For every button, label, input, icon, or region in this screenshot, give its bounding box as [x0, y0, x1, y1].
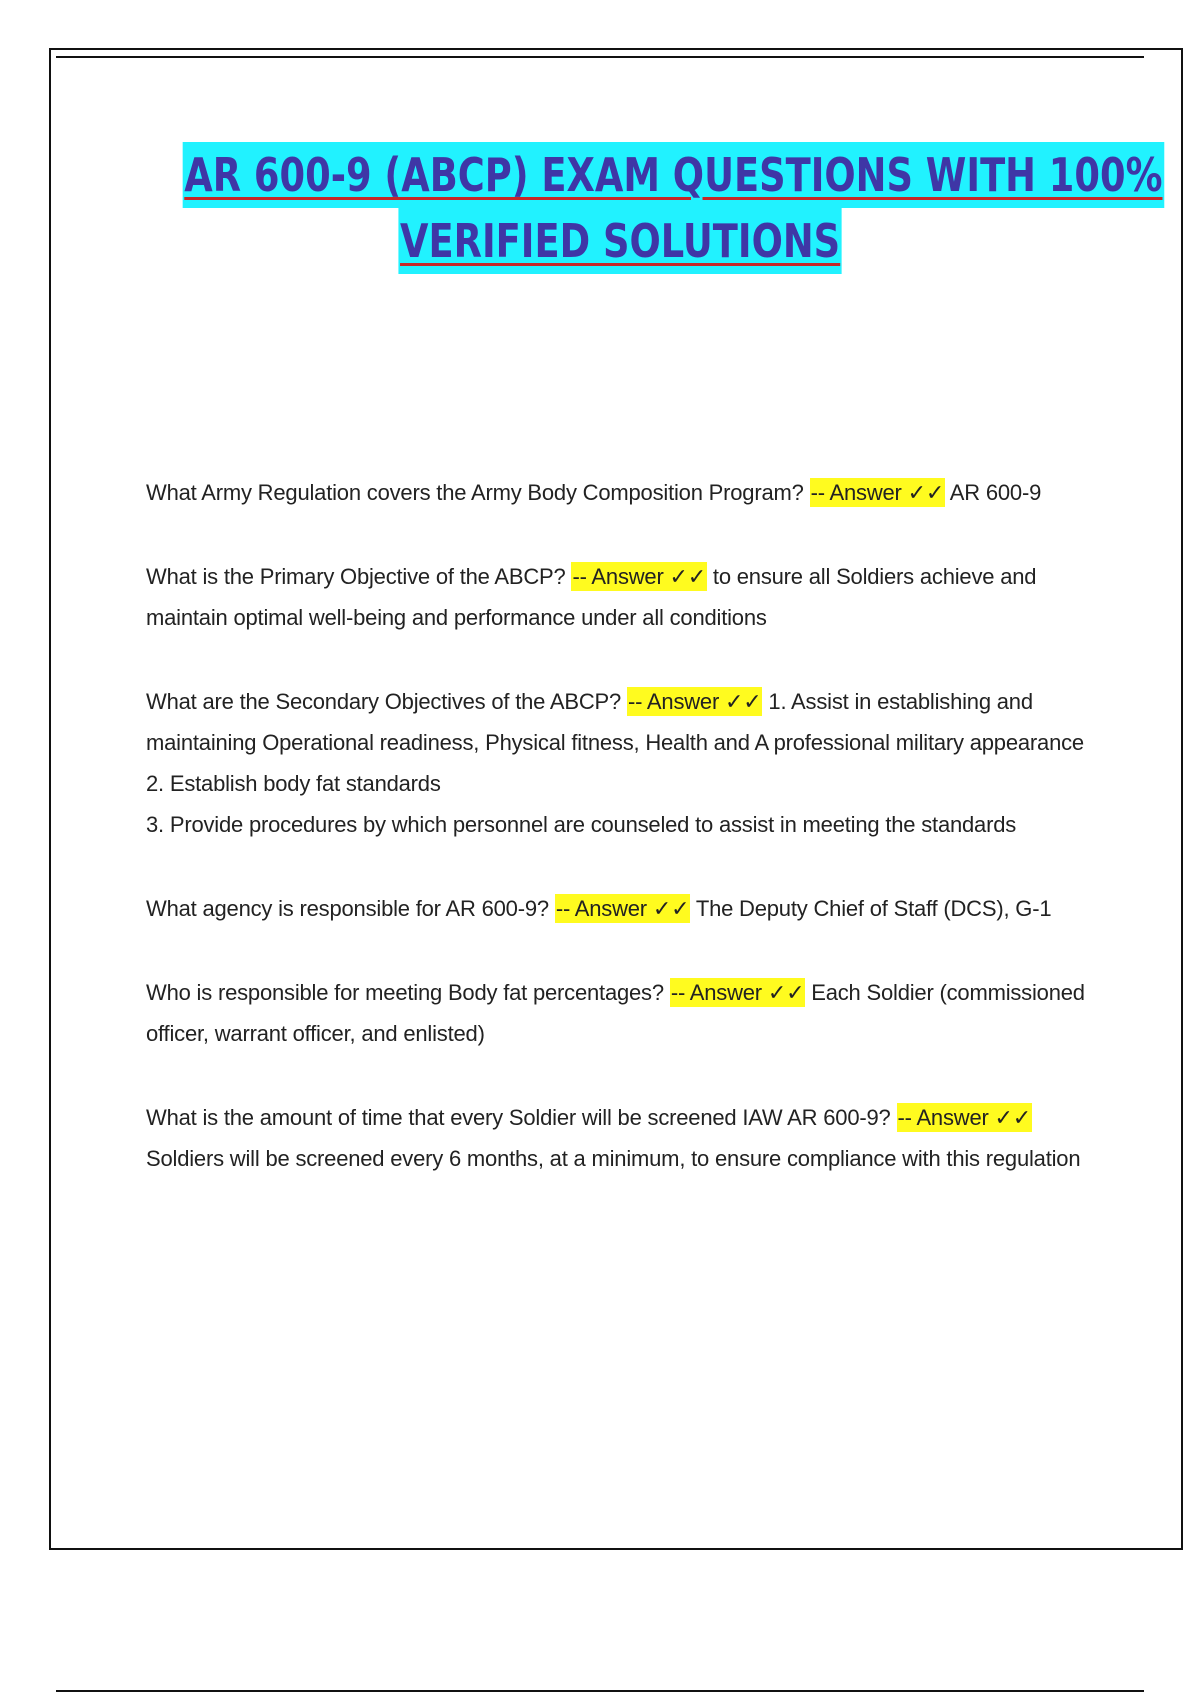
document-title [60, 142, 1180, 274]
answer-text: 1. Assist in establishing and maintaining Operational readiness, Physical fitness, Health and A professional military appearance [146, 689, 1084, 755]
question-text: What is the amount of time that every Soldier will be screened IAW AR 600-9? [146, 1105, 891, 1130]
question-text: Who is responsible for meeting Body fat percentages? [146, 980, 664, 1005]
footer-rule [56, 1690, 1144, 1692]
answer-text: to ensure all Soldiers achieve and maintain optimal well-being and performance under all conditions [146, 564, 1037, 630]
answer-line-2: 2. Establish body fat standards [146, 771, 441, 796]
qa-list [146, 472, 1096, 1222]
header-rule [56, 56, 1144, 58]
answer-text: The Deputy Chief of Staff (DCS), G-1 [695, 896, 1052, 921]
question-text: What are the Secondary Objectives of the ABCP? [146, 689, 622, 714]
title-line-2: VERIFIED SOLUTIONS [398, 208, 841, 274]
answer-text: Each Soldier (commissioned officer, warrant officer, and enlisted) [146, 980, 1085, 1046]
answer-marker: -- Answer ✓✓ [810, 480, 945, 505]
qa-item-2 [146, 556, 1096, 638]
answer-line-3: 3. Provide procedures by which personnel are counseled to assist in meeting the standards [146, 812, 1017, 837]
question-text: What is the Primary Objective of the ABCP? [146, 564, 566, 589]
qa-item-1 [146, 472, 1096, 513]
qa-item-6 [146, 1097, 1096, 1179]
answer-marker: -- Answer ✓✓ [627, 689, 762, 714]
answer-marker: -- Answer ✓✓ [555, 896, 690, 921]
question-text: What agency is responsible for AR 600-9? [146, 896, 549, 921]
answer-marker: -- Answer ✓✓ [572, 564, 706, 589]
qa-item-3 [146, 681, 1096, 845]
question-text: What Army Regulation covers the Army Body Composition Program? [146, 480, 804, 505]
qa-item-4 [146, 888, 1096, 929]
qa-item-5 [146, 972, 1096, 1054]
answer-text: Soldiers will be screened every 6 months, at a minimum, to ensure compliance with this regulation [146, 1146, 1081, 1171]
answer-marker: -- Answer ✓✓ [897, 1105, 1031, 1130]
answer-text: AR 600-9 [949, 480, 1042, 505]
title-line-1: AR 600-9 (ABCP) EXAM QUESTIONS WITH 100% [183, 142, 1164, 208]
answer-marker: -- Answer ✓✓ [670, 980, 805, 1005]
